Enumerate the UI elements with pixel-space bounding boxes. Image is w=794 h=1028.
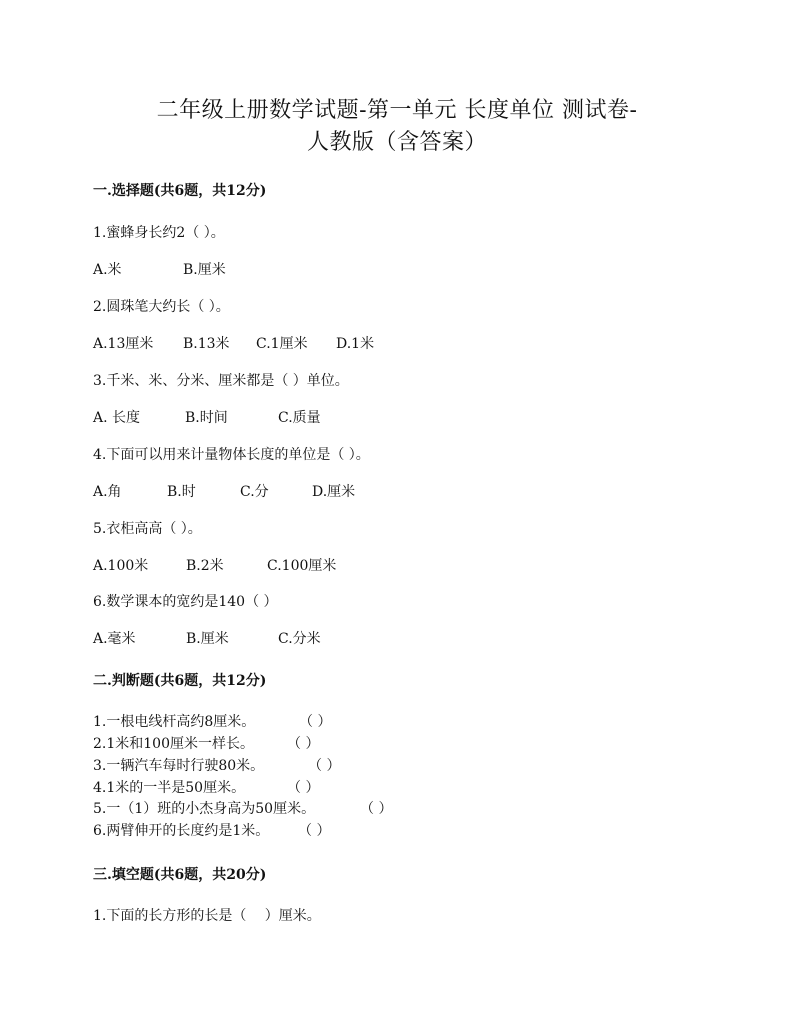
question-6-option-a: A.毫米: [93, 631, 136, 647]
question-4-option-c: C.分: [240, 484, 269, 500]
page-title-line1: 二年级上册数学试题-第一单元 长度单位 测试卷-: [156, 98, 638, 123]
question-1-option-a: A.米: [93, 262, 122, 278]
question-1: 1.蜜蜂身长约2（ ）。: [93, 225, 225, 241]
question-6: 6.数学课本的宽约是140（ ）: [93, 594, 278, 610]
question-3: 3.千米、米、分米、厘米都是（ ）单位。: [93, 373, 349, 389]
question-2-option-b: B.13米: [183, 336, 230, 352]
section-heading-judge: 二.判断题(共6题，共12分): [93, 673, 267, 689]
question-4: 4.下面可以用来计量物体长度的单位是（ ）。: [93, 447, 370, 463]
question-2-option-d: D.1米: [336, 336, 375, 352]
judge-item-1-bracket: （ ）: [299, 714, 332, 730]
question-4-option-b: B.时: [167, 484, 196, 500]
question-5: 5.衣柜高高（ ）。: [93, 521, 202, 537]
question-5-option-b: B.2米: [186, 558, 224, 574]
question-6-option-b: B.厘米: [186, 631, 229, 647]
judge-item-3-bracket: （ ）: [308, 758, 341, 774]
judge-item-2: 2.1米和100厘米一样长。: [93, 736, 254, 752]
question-5-option-a: A.100米: [93, 558, 149, 574]
judge-item-6-bracket: （ ）: [298, 823, 331, 839]
judge-item-4: 4.1米的一半是50厘米。: [93, 780, 246, 796]
question-5-option-c: C.100厘米: [267, 558, 337, 574]
section-heading-fill: 三.填空题(共6题，共20分): [93, 867, 267, 883]
question-3-option-b: B.时间: [185, 410, 228, 426]
page-title-line2: 人教版（含答案）: [306, 130, 487, 155]
question-2-option-c: C.1厘米: [256, 336, 308, 352]
question-1-option-b: B.厘米: [183, 262, 226, 278]
question-4-option-d: D.厘米: [312, 484, 356, 500]
judge-item-2-bracket: （ ）: [287, 736, 320, 752]
fill-item-1: 1.下面的长方形的长是（ ）厘米。: [93, 908, 321, 924]
section-heading-choice: 一.选择题(共6题，共12分): [93, 183, 267, 199]
question-6-option-c: C.分米: [278, 631, 321, 647]
judge-item-3: 3.一辆汽车每时行驶80米。: [93, 758, 265, 774]
question-4-option-a: A.角: [93, 484, 122, 500]
judge-item-6: 6.两臂伸开的长度约是1米。: [93, 823, 270, 839]
question-2: 2.圆珠笔大约长（ ）。: [93, 299, 230, 315]
judge-item-4-bracket: （ ）: [287, 780, 320, 796]
question-3-option-a: A. 长度: [93, 410, 141, 426]
judge-item-1: 1.一根电线杆高约8厘米。: [93, 714, 256, 730]
question-3-option-c: C.质量: [278, 410, 321, 426]
judge-item-5: 5.一（1）班的小杰身高为50厘米。: [93, 801, 316, 817]
question-2-option-a: A.13厘米: [93, 336, 154, 352]
judge-item-5-bracket: （ ）: [360, 801, 393, 817]
